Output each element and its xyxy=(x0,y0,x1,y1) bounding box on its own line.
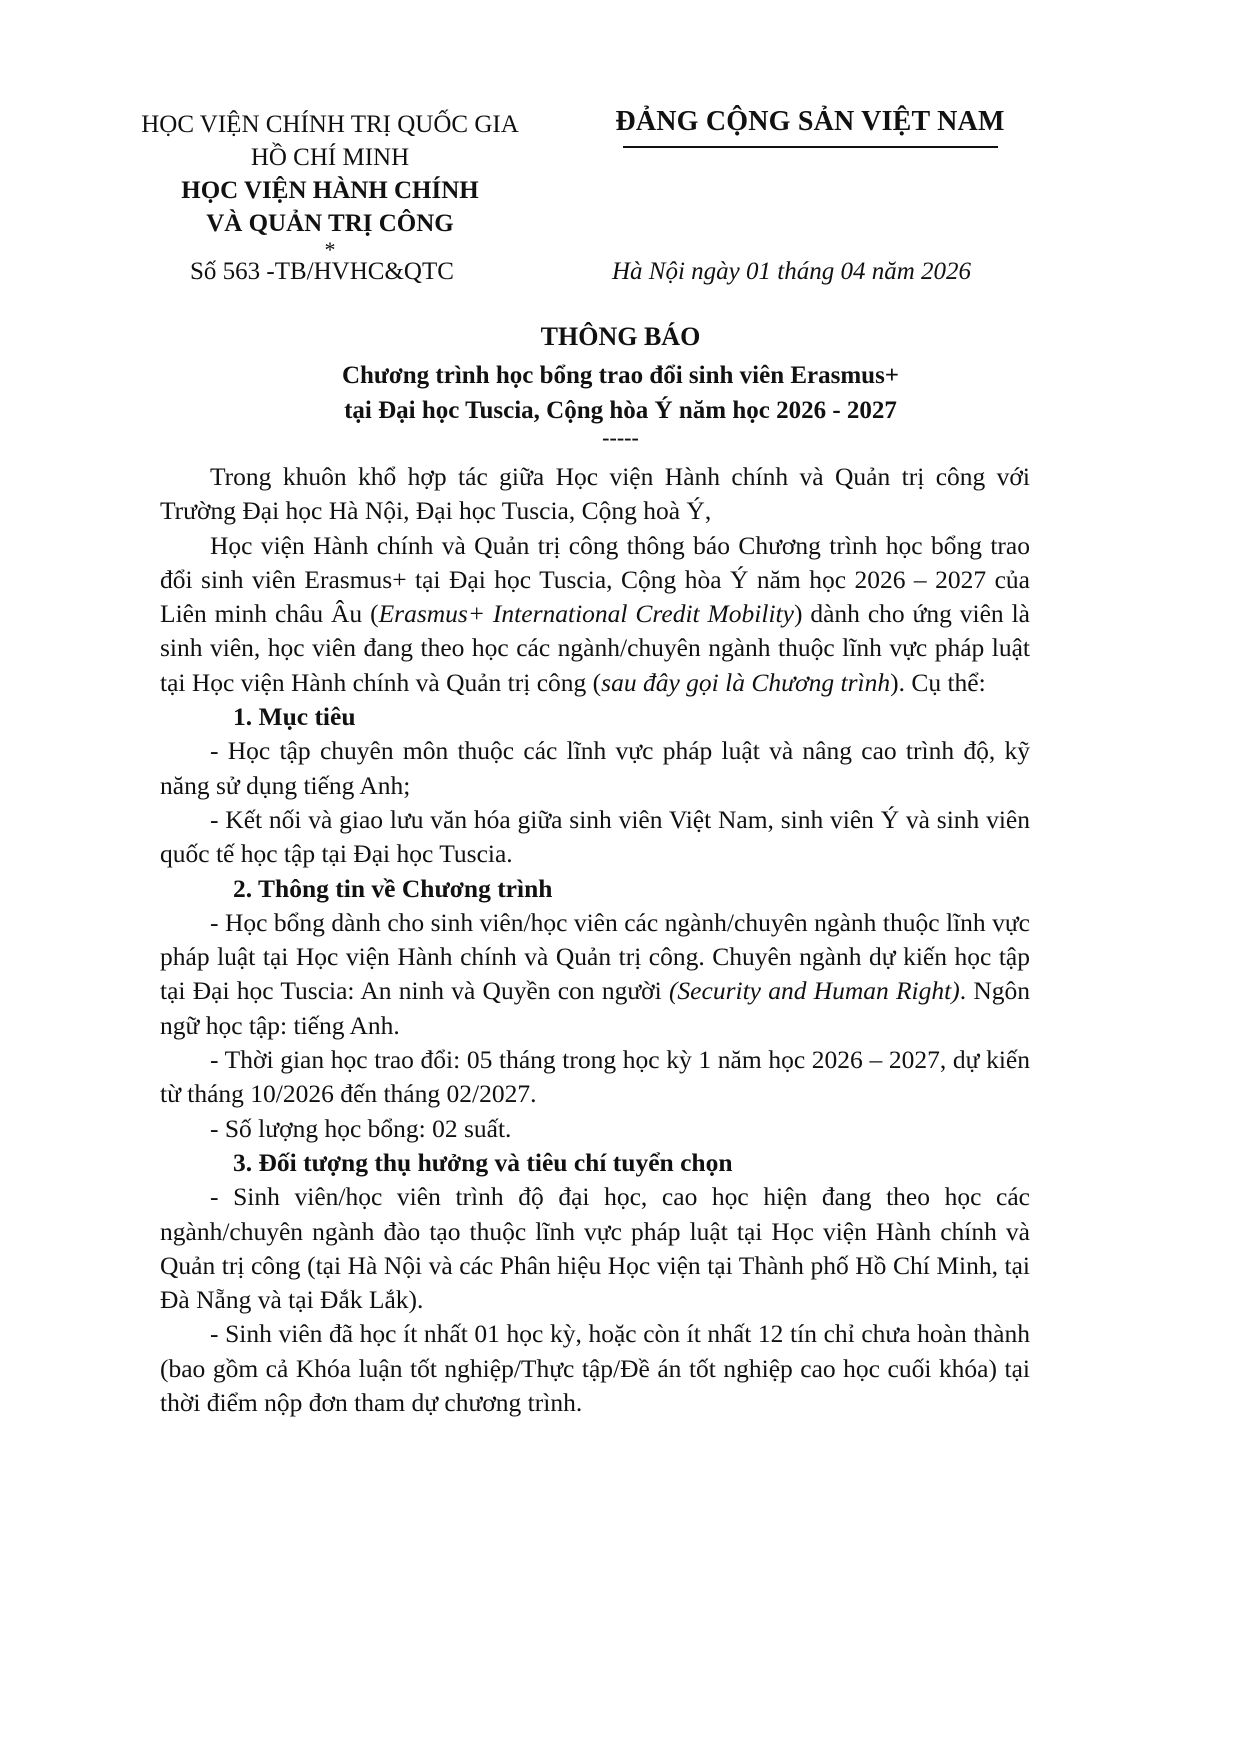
parent-org-line1: HỌC VIỆN CHÍNH TRỊ QUỐC GIA xyxy=(141,111,519,138)
intro-paragraph: Trong khuôn khổ hợp tác giữa Học viện Hành chính và Quản trị công với Trường Đại học Hà Nội, Đại học Tuscia, Cộng hoà Ý, xyxy=(160,462,1030,526)
subtitle-line1: Chương trình học bổng trao đổi sinh viên Erasmus+ xyxy=(341,362,900,389)
document-date: Hà Nội ngày 01 tháng 04 năm 2026 xyxy=(612,258,972,285)
abbreviation-note-italic: sau đây gọi là Chương trình xyxy=(601,667,891,697)
org-name-line1: HỌC VIỆN HÀNH CHÍNH xyxy=(181,177,479,204)
document-number: Số 563 -TB/HVHC&QTC xyxy=(190,258,454,285)
section-3-item: - Sinh viên đã học ít nhất 01 học kỳ, hoặc còn ít nhất 12 tín chỉ chưa hoàn thành (bao gồm cả Khóa luận tốt nghiệp/Thực tập/Đề án tốt nghiệp cao học cuối khóa) tại thời điểm nộp đơn tham dự chương trình. xyxy=(160,1319,1030,1418)
section-3-item: - Sinh viên/học viên trình độ đại học, cao học hiện đang theo học các ngành/chuyên ngành đào tạo thuộc lĩnh vực pháp luật tại Học viện Hành chính và Quản trị công (tại Hà Nội và các Phân hiệu Học viện tại Thành phố Hồ Chí Minh, tại Đà Nẵng và tại Đắk Lắk). xyxy=(160,1182,1030,1315)
section-2-item: - Thời gian học trao đổi: 05 tháng trong học kỳ 1 năm học 2026 – 2027, dự kiến từ tháng 10/2026 đến tháng 02/2027. xyxy=(160,1045,1030,1109)
section-3-heading: 3. Đối tượng thụ hưởng và tiêu chí tuyển chọn xyxy=(233,1147,733,1177)
section-1-heading: 1. Mục tiêu xyxy=(233,702,356,732)
text-run: Học viện Hành chính và Quản trị công thông báo Chương trình học bổng trao đổi sinh viên Erasmus+ tại Đại học Tuscia, Cộng hòa Ý năm học 2026 – 2027 của Liên minh châu Âu ( xyxy=(160,530,1030,629)
announcement-paragraph xyxy=(160,529,1030,700)
party-underline xyxy=(623,146,998,148)
org-name-line2: VÀ QUẢN TRỊ CÔNG xyxy=(206,210,454,237)
program-name-italic: Erasmus+ International Credit Mobility xyxy=(378,599,794,629)
star-separator: * xyxy=(324,237,336,262)
document-type: THÔNG BÁO xyxy=(540,322,701,351)
section-1-item: - Kết nối và giao lưu văn hóa giữa sinh viên Việt Nam, sinh viên Ý và sinh viên quốc tế học tập tại Đại học Tuscia. xyxy=(160,804,1030,869)
section-2-item: - Số lượng học bổng: 02 suất. xyxy=(210,1113,512,1143)
text-run: ). Cụ thể: xyxy=(890,667,986,697)
text-run: . Ngôn ngữ học tập: tiếng Anh. xyxy=(160,976,1031,1040)
issuing-organization xyxy=(130,108,530,260)
party-header xyxy=(615,106,1005,148)
section-2-heading: 2. Thông tin về Chương trình xyxy=(233,873,553,903)
title-separator: ----- xyxy=(602,425,639,450)
document-body xyxy=(160,460,1030,1420)
text-run: ) dành cho ứng viên là sinh viên, học viên đang theo học các ngành/chuyên ngành thuộc lĩnh vực pháp luật tại Học viện Hành chính và Quản trị công ( xyxy=(160,599,1030,697)
parent-org-line2: HỒ CHÍ MINH xyxy=(250,144,410,171)
specialization-english-italic: (Security and Human Right) xyxy=(668,976,960,1006)
text-run: - Học bổng dành cho sinh viên/học viên các ngành/chuyên ngành thuộc lĩnh vực pháp luật tại Học viện Hành chính và Quản trị công. Chuyên ngành dự kiến học tập tại Đại học Tuscia: An ninh và Quyền con người xyxy=(160,907,1030,1006)
party-name: ĐẢNG CỘNG SẢN VIỆT NAM xyxy=(615,106,1005,137)
section-1-item: - Học tập chuyên môn thuộc các lĩnh vực pháp luật và nâng cao trình độ, kỹ năng sử dụng tiếng Anh; xyxy=(160,736,1030,800)
subtitle-line2: tại Đại học Tuscia, Cộng hòa Ý năm học 2026 - 2027 xyxy=(344,397,897,424)
section-2-item xyxy=(160,906,1030,1043)
